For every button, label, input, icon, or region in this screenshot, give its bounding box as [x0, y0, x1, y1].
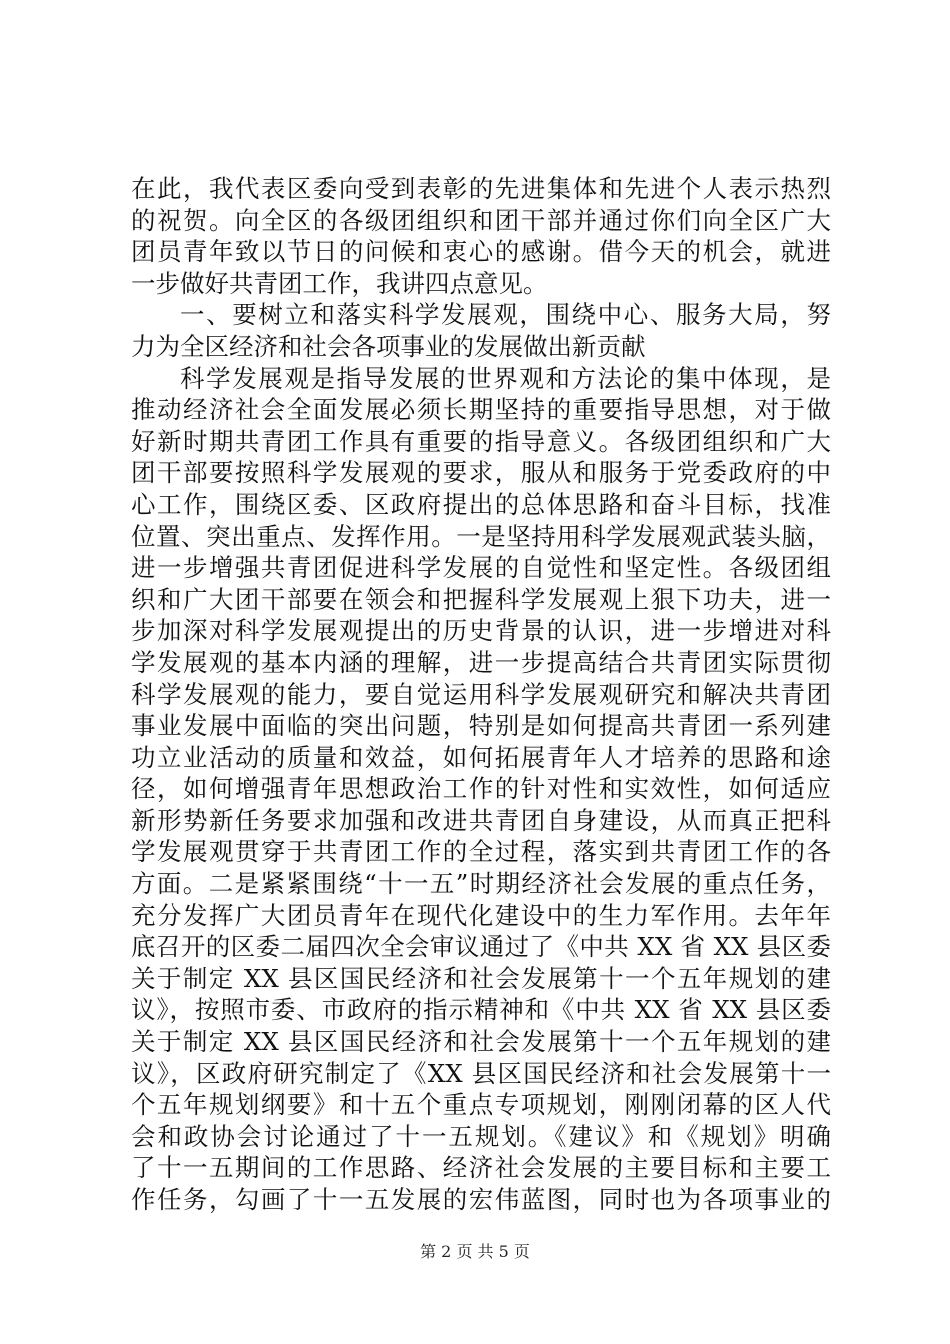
text-line: 径，如何增强青年思想政治工作的针对性和实效性，如何适应 — [131, 774, 831, 804]
text-line: 事业发展中面临的突出问题，特别是如何提高共青团一系列建 — [131, 711, 831, 741]
text-line: 学发展观贯穿于共青团工作的全过程，落实到共青团工作的各 — [131, 837, 831, 867]
text-line: 一、要树立和落实科学发展观，围绕中心、服务大局，努 — [180, 300, 831, 330]
page-number-footer: 第 2 页 共 5 页 — [420, 1242, 530, 1261]
paragraph-greeting — [131, 173, 831, 299]
text-line: 在此，我代表区委向受到表彰的先进集体和先进个人表示热烈 — [131, 174, 831, 203]
text-line: 充分发挥广大团员青年在现代化建设中的生力军作用。去年年 — [131, 900, 831, 930]
text-line: 了十一五期间的工作思路、经济社会发展的主要目标和主要工 — [131, 1153, 831, 1183]
text-line: 科学发展观是指导发展的世界观和方法论的集中体现，是 — [180, 363, 831, 393]
text-line: 议》，区政府研究制定了《XX 县区国民经济和社会发展第十一 — [131, 1058, 831, 1088]
text-line: 步加深对科学发展观提出的历史背景的认识，进一步增进对科 — [131, 616, 831, 646]
text-line: 推动经济社会全面发展必须长期坚持的重要指导思想，对于做 — [131, 395, 831, 425]
text-line: 关于制定 XX 县区国民经济和社会发展第十一个五年规划的建 — [131, 1027, 831, 1057]
text-line: 一步做好共青团工作，我讲四点意见。 — [131, 268, 548, 298]
text-line: 作任务，勾画了十一五发展的宏伟蓝图，同时也为各项事业的 — [131, 1185, 831, 1214]
text-line: 进一步增强共青团促进科学发展的自觉性和坚定性。各级团组 — [131, 553, 831, 583]
text-line: 力为全区经济和社会各项事业的发展做出新贡献 — [131, 331, 646, 361]
document-body — [131, 173, 831, 1216]
text-line: 底召开的区委二届四次全会审议通过了《中共 XX 省 XX 县区委 — [131, 932, 831, 962]
text-line: 团员青年致以节日的问候和衷心的感谢。借今天的机会，就进 — [131, 237, 831, 267]
text-line: 会和政协会讨论通过了十一五规划。《建议》和《规划》明确 — [131, 1121, 831, 1151]
text-line: 功立业活动的质量和效益，如何拓展青年人才培养的思路和途 — [131, 742, 831, 772]
text-line: 方面。二是紧紧围绕“十一五”时期经济社会发展的重点任务， — [131, 869, 831, 899]
text-line: 的祝贺。向全区的各级团组织和团干部并通过你们向全区广大 — [131, 205, 831, 235]
text-line: 团干部要按照科学发展观的要求，服从和服务于党委政府的中 — [131, 458, 831, 488]
text-line: 新形势新任务要求加强和改进共青团自身建设，从而真正把科 — [131, 805, 831, 835]
text-line: 议》，按照市委、市政府的指示精神和《中共 XX 省 XX 县区委 — [131, 995, 831, 1025]
text-line: 位置、突出重点、发挥作用。一是坚持用科学发展观武装头脑， — [131, 521, 831, 551]
text-line: 学发展观的基本内涵的理解，进一步提高结合共青团实际贯彻 — [131, 647, 831, 677]
text-line: 科学发展观的能力，要自觉运用科学发展观研究和解决共青团 — [131, 679, 831, 709]
text-line: 好新时期共青团工作具有重要的指导意义。各级团组织和广大 — [131, 426, 831, 456]
text-line: 织和广大团干部要在领会和把握科学发展观上狠下功夫，进一 — [131, 584, 831, 614]
paragraph-scientific-outlook — [131, 363, 831, 1216]
text-line: 心工作，围绕区委、区政府提出的总体思路和奋斗目标，找准 — [131, 489, 831, 519]
text-line: 个五年规划纲要》和十五个重点专项规划，刚刚闭幕的区人代 — [131, 1090, 831, 1120]
section-heading-one — [131, 299, 831, 362]
text-line: 关于制定 XX 县区国民经济和社会发展第十一个五年规划的建 — [131, 963, 831, 993]
